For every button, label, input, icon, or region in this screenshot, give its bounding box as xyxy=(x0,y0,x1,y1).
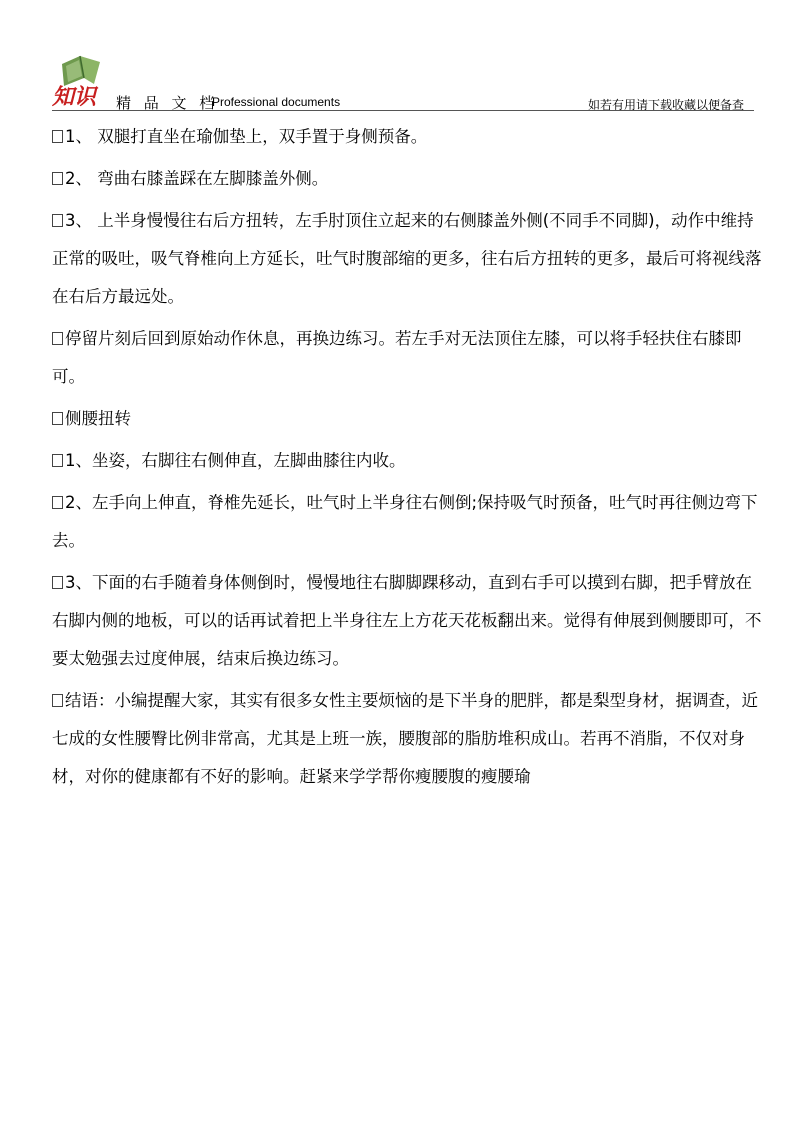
paragraph xyxy=(52,118,764,156)
paragraph-text: 2、 弯曲右膝盖踩在左脚膝盖外侧。 xyxy=(65,169,329,188)
header-title: 精 品 文 档 xyxy=(116,94,219,112)
checkbox-glyph-icon xyxy=(52,332,63,345)
paragraph-text: 3、下面的右手随着身体侧倒时，慢慢地往右脚脚踝移动，直到右手可以摸到右脚，把手臂放在右脚内侧的地板，可以的话再试着把上半身往左上方花天花板翻出来。觉得有伸展到侧腰即可，不要太勉强去过度伸展，结束后换边练习。 xyxy=(52,573,762,668)
document-body xyxy=(52,118,764,800)
header-divider xyxy=(52,110,754,111)
paragraph-text: 2、左手向上伸直，脊椎先延长，吐气时上半身往右侧倒;保持吸气时预备，吐气时再往侧边弯下去。 xyxy=(52,493,758,550)
header-note: 如若有用请下载收藏以便备查 xyxy=(587,98,744,112)
book-logo-icon xyxy=(50,52,110,108)
checkbox-glyph-icon xyxy=(52,130,63,143)
page-header xyxy=(50,52,754,110)
paragraph xyxy=(52,442,764,480)
checkbox-glyph-icon xyxy=(52,576,63,589)
paragraph xyxy=(52,564,764,678)
paragraph-text: 停留片刻后回到原始动作休息，再换边练习。若左手对无法顶住左膝，可以将手轻扶住右膝即可。 xyxy=(52,329,742,386)
paragraph xyxy=(52,320,764,396)
paragraph-text: 3、 上半身慢慢往右后方扭转，左手肘顶住立起来的右侧膝盖外侧(不同手不同脚)，动作中维持正常的吸吐，吸气脊椎向上方延长，吐气时腹部缩的更多，往右后方扭转的更多，最后可将视线落在右后方最远处。 xyxy=(52,211,762,306)
checkbox-glyph-icon xyxy=(52,214,63,227)
checkbox-glyph-icon xyxy=(52,694,63,707)
logo-text: 知识 xyxy=(52,84,97,108)
checkbox-glyph-icon xyxy=(52,496,63,509)
checkbox-glyph-icon xyxy=(52,454,63,467)
paragraph-text: 1、坐姿，右脚往右侧伸直，左脚曲膝往内收。 xyxy=(65,451,406,470)
paragraph xyxy=(52,682,764,796)
paragraph xyxy=(52,202,764,316)
paragraph-text: 结语：小编提醒大家，其实有很多女性主要烦恼的是下半身的肥胖，都是梨型身材，据调查，近七成的女性腰臀比例非常高，尤其是上班一族，腰腹部的脂肪堆积成山。若再不消脂，不仅对身材，对你的健康都有不好的影响。赶紧来学学帮你瘦腰腹的瘦腰瑜 xyxy=(52,691,758,786)
checkbox-glyph-icon xyxy=(52,172,63,185)
paragraph xyxy=(52,484,764,560)
checkbox-glyph-icon xyxy=(52,412,63,425)
paragraph-text: 1、 双腿打直坐在瑜伽垫上，双手置于身侧预备。 xyxy=(65,127,428,146)
header-subtitle: Professional documents xyxy=(212,95,341,109)
paragraph xyxy=(52,160,764,198)
section-heading xyxy=(52,400,764,438)
section-heading-text: 侧腰扭转 xyxy=(65,409,131,428)
